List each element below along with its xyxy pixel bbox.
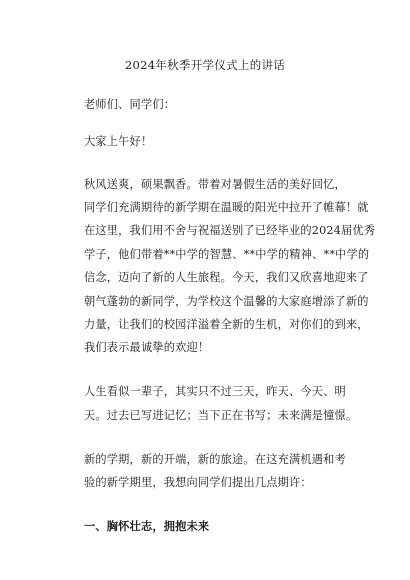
paragraph-3-line: 验的新学期里，我想向同学们提出几点期许： [84,476,312,489]
paragraph-2-line: 人生看似一辈子，其实只不过三天，昨天、今天、明 [84,385,346,398]
document-title: 2024年秋季开学仪式上的讲话 [124,58,286,72]
paragraph-1-line: 同学们充满期待的新学期在温暖的阳光中拉开了帷幕！就 [84,201,369,214]
paragraph-1-line: 在这里，我们用不舍与祝福送别了已经毕业的2024届优秀 [84,224,376,237]
paragraph-3-line: 新的学期，新的开端，新的旅途。在这充满机遇和考 [84,453,346,466]
section-heading: 一、胸怀壮志，拥抱未来 [84,519,210,533]
paragraph-1-line: 信念，迈向了新的人生旅程。今天，我们又欣喜地迎来了 [84,271,369,284]
paragraph-1-line: 朝气蓬勃的新同学，为学校这个温馨的大家庭增添了新的 [84,295,369,308]
paragraph-1-line: 学子，他们带着**中学的智慧、**中学的精神、**中学的 [84,248,370,261]
greeting: 大家上午好！ [84,135,153,148]
paragraph-2-line: 天。过去已写进记忆；当下正在书写；未来满是憧憬。 [84,409,358,422]
paragraph-1-line: 秋风送爽，硕果飘香。带着对暑假生活的美好回忆， [84,178,346,191]
paragraph-1-line: 力量，让我们的校园洋溢着全新的生机，对你们的到来， [84,318,369,331]
paragraph-1-line: 我们表示最诚挚的欢迎！ [84,341,210,354]
salutation: 老师们、同学们： [84,98,176,111]
